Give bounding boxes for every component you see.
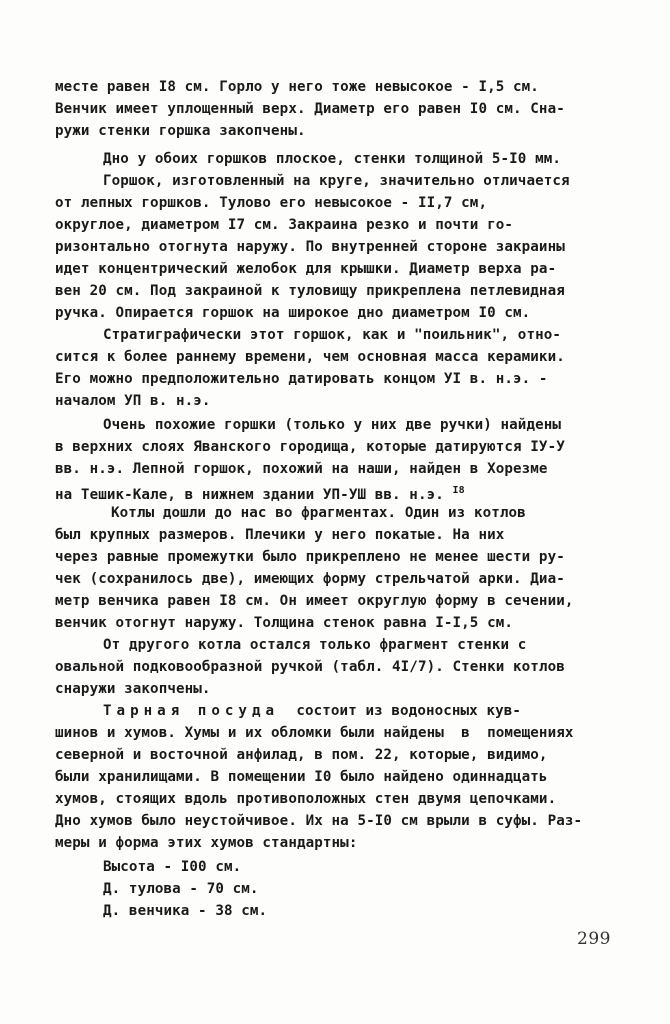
text-line: вен 20 см. Под закраиной к туловищу прикреплена петлевидная bbox=[55, 283, 565, 299]
text-line: ручка. Опирается горшок на широкое дно диаметром I0 см. bbox=[55, 305, 531, 321]
text-line: меры и форма этих хумов стандартны: bbox=[55, 835, 358, 851]
text-line: сится к более раннему времени, чем основная масса керамики. bbox=[55, 349, 565, 365]
text-line: через равные промежутки было прикреплено не менее шести ру- bbox=[55, 549, 565, 565]
text-line: были хранилищами. В помещении I0 было найдено одиннадцать bbox=[55, 769, 548, 785]
text-line: Венчик имеет уплощенный верх. Диаметр его равен I0 см. Сна- bbox=[55, 101, 565, 117]
text-line: метр венчика равен I8 см. Он имеет округлую форму в сечении, bbox=[55, 593, 574, 609]
text-line: Дно у обоих горшков плоское, стенки толщиной 5-I0 мм. bbox=[103, 151, 562, 167]
text-line: был крупных размеров. Плечики у него покатые. На них bbox=[55, 527, 505, 543]
text-line: Очень похожие горшки (только у них две ручки) найдены bbox=[103, 417, 562, 433]
text-line: округлое, диаметром I7 см. Закраина резко и почти го- bbox=[55, 217, 514, 233]
text-line: овальной подковообразной ручкой (табл. 4I/7). Стенки котлов bbox=[55, 659, 565, 675]
text-line: Д. венчика - 38 см. bbox=[103, 903, 268, 919]
text-line: вв. н.э. Лепной горшок, похожий на наши, найден в Хорезме bbox=[55, 461, 548, 477]
text-line: северной и восточной анфилад, в пом. 22, которые, видимо, bbox=[55, 747, 548, 763]
text-line: Д. тулова - 70 см. bbox=[103, 881, 259, 897]
text-line: хумов, стоящих вдоль противоположных стен двумя цепочками. bbox=[55, 791, 557, 807]
text-line: началом УП в. н.э. bbox=[55, 393, 211, 409]
text-line: Горшок, изготовленный на круге, значительно отличается bbox=[103, 173, 570, 189]
text-line: Котлы дошли до нас во фрагментах. Один из котлов bbox=[111, 505, 526, 521]
text-line: ризонтально отогнута наружу. По внутренней стороне закраины bbox=[55, 239, 565, 255]
text-line: чек (сохранилось две), имеющих форму стрельчатой арки. Диа- bbox=[55, 571, 565, 587]
text-line-content: на Тешик-Кале, в нижнем здании УП-УШ вв. н.э. bbox=[55, 487, 444, 503]
text-line: Стратиграфически этот горшок, как и "поильник", отно- bbox=[103, 327, 562, 343]
text-line: месте равен I8 см. Горло у него тоже невысокое - I,5 см. bbox=[55, 79, 539, 95]
text-line-content: состоит из водоносных кув- bbox=[296, 703, 522, 719]
footnote-reference: I8 bbox=[452, 485, 465, 496]
text-line: шинов и хумов. Хумы и их обломки были найдены в помещениях bbox=[55, 725, 574, 741]
text-line: ружи стенки горшка закопчены. bbox=[55, 123, 306, 139]
text-line bbox=[103, 702, 521, 720]
text-line: Дно хумов было неустойчивое. Их на 5-I0 см врыли в суфы. Раз- bbox=[55, 813, 583, 829]
text-line: идет концентрический желобок для крышки. Диаметр верха ра- bbox=[55, 261, 557, 277]
text-line bbox=[55, 482, 465, 504]
text-line: венчик отогнут наружу. Толщина стенок равна I-I,5 см. bbox=[55, 615, 514, 631]
section-heading: Тарная посуда bbox=[103, 703, 280, 719]
text-line: Его можно предположительно датировать концом УI в. н.э. - bbox=[55, 371, 548, 387]
page-number: 299 bbox=[577, 929, 611, 949]
text-line: От другого котла остался только фрагмент стенки с bbox=[103, 637, 527, 653]
text-line: от лепных горшков. Тулово его невысокое - II,7 см, bbox=[55, 195, 488, 211]
text-line: в верхних слоях Яванского городища, которые датируются IУ-У bbox=[55, 439, 565, 455]
text-line: снаружи закопчены. bbox=[55, 681, 211, 697]
text-line: Высота - I00 см. bbox=[103, 859, 242, 875]
